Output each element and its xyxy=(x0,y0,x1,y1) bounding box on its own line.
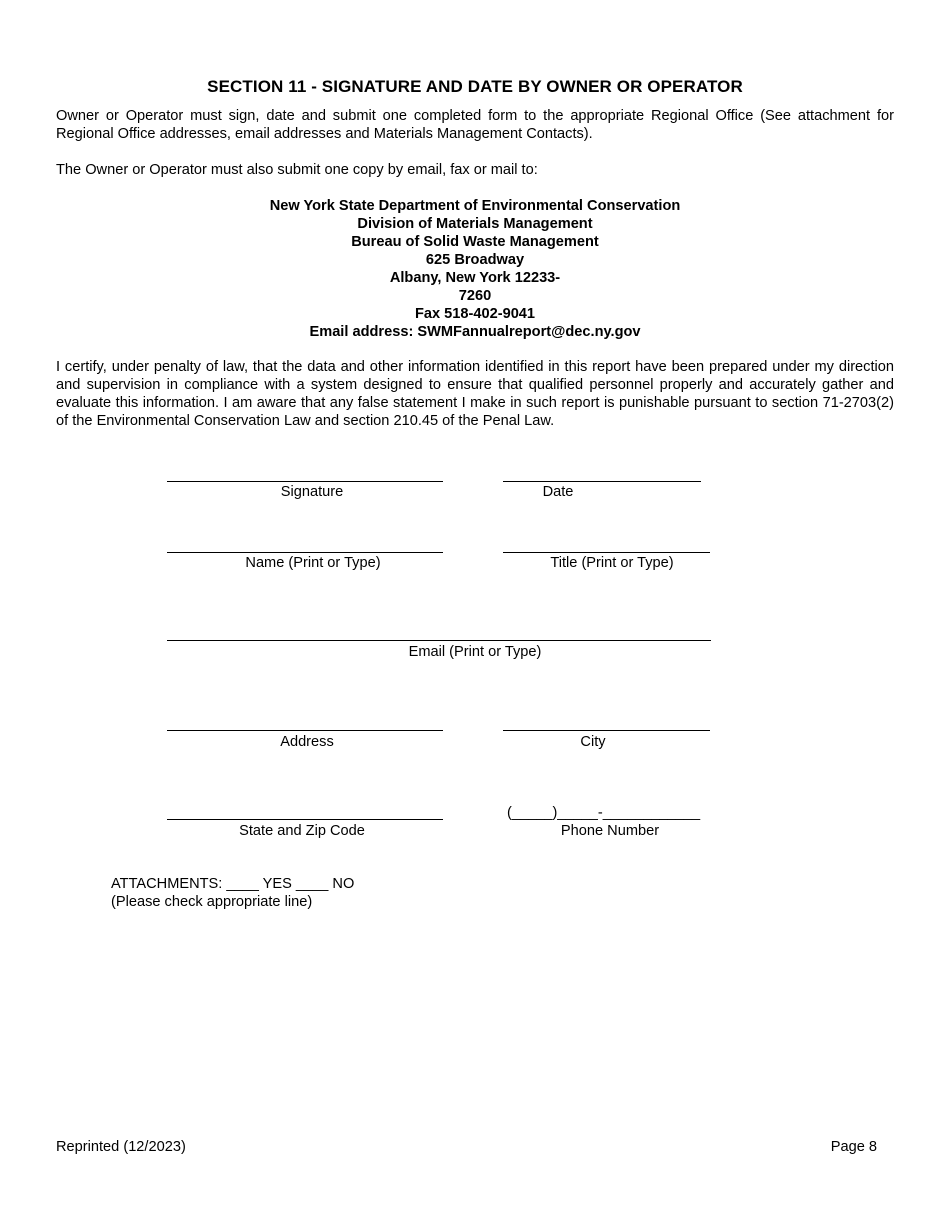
signature-line[interactable] xyxy=(167,481,443,482)
attachments-note: (Please check appropriate line) xyxy=(111,894,313,910)
name-label: Name (Print or Type) xyxy=(245,555,381,571)
attachments-yes-no[interactable]: ATTACHMENTS: ____ YES ____ NO xyxy=(111,876,355,892)
address-line-agency: New York State Department of Environmental Conservation xyxy=(269,198,681,214)
address-line-bureau: Bureau of Solid Waste Management xyxy=(351,234,599,250)
address-line-street: 625 Broadway xyxy=(425,252,525,268)
copy-instructions: The Owner or Operator must also submit one copy by email, fax or mail to: xyxy=(56,162,538,178)
email-label: Email (Print or Type) xyxy=(408,644,542,660)
address-line-fax: Fax 518-402-9041 xyxy=(414,306,536,322)
phone-number-label: Phone Number xyxy=(560,823,660,839)
intro-paragraph: Owner or Operator must sign, date and submit one completed form to the appropriate Regional Office (See attachment for Regional Office addresses, email addresses and Materials Management Contacts). xyxy=(56,108,894,142)
certification-paragraph: I certify, under penalty of law, that the data and other information identified in this report have been prepared under my direction and supervision in compliance with a system designed to ensure that qualified personnel properly and accurately gather and evaluate this information. I am aware that any false statement I make in such report is punishable pursuant to section 71-2703(2) of the Environmental Conservation Law and section 210.45 of the Penal Law. xyxy=(56,359,894,429)
address-line[interactable] xyxy=(167,730,443,731)
state-zip-label: State and Zip Code xyxy=(239,823,365,839)
city-label: City xyxy=(580,734,606,750)
date-label: Date xyxy=(542,484,574,500)
mailing-address-block xyxy=(0,197,950,341)
phone-number-field[interactable]: (_____)_____-____________ xyxy=(507,805,701,821)
page-number: Page 8 xyxy=(830,1139,877,1155)
reprinted-date: Reprinted (12/2023) xyxy=(56,1139,186,1155)
email-line[interactable] xyxy=(167,640,711,641)
name-line[interactable] xyxy=(167,552,443,553)
title-line[interactable] xyxy=(503,552,710,553)
state-zip-line[interactable] xyxy=(167,819,443,820)
section-title: SECTION 11 - SIGNATURE AND DATE BY OWNER OR OPERATOR xyxy=(207,77,743,96)
address-line-division: Division of Materials Management xyxy=(357,216,593,232)
title-label: Title (Print or Type) xyxy=(550,555,674,571)
address-line-email: Email address: SWMFannualreport@dec.ny.gov xyxy=(309,324,641,340)
city-line[interactable] xyxy=(503,730,710,731)
address-label: Address xyxy=(280,734,334,750)
signature-label: Signature xyxy=(280,484,344,500)
address-line-city: Albany, New York 12233- xyxy=(389,270,561,286)
date-line[interactable] xyxy=(503,481,701,482)
address-line-zip-ext: 7260 xyxy=(458,288,492,304)
